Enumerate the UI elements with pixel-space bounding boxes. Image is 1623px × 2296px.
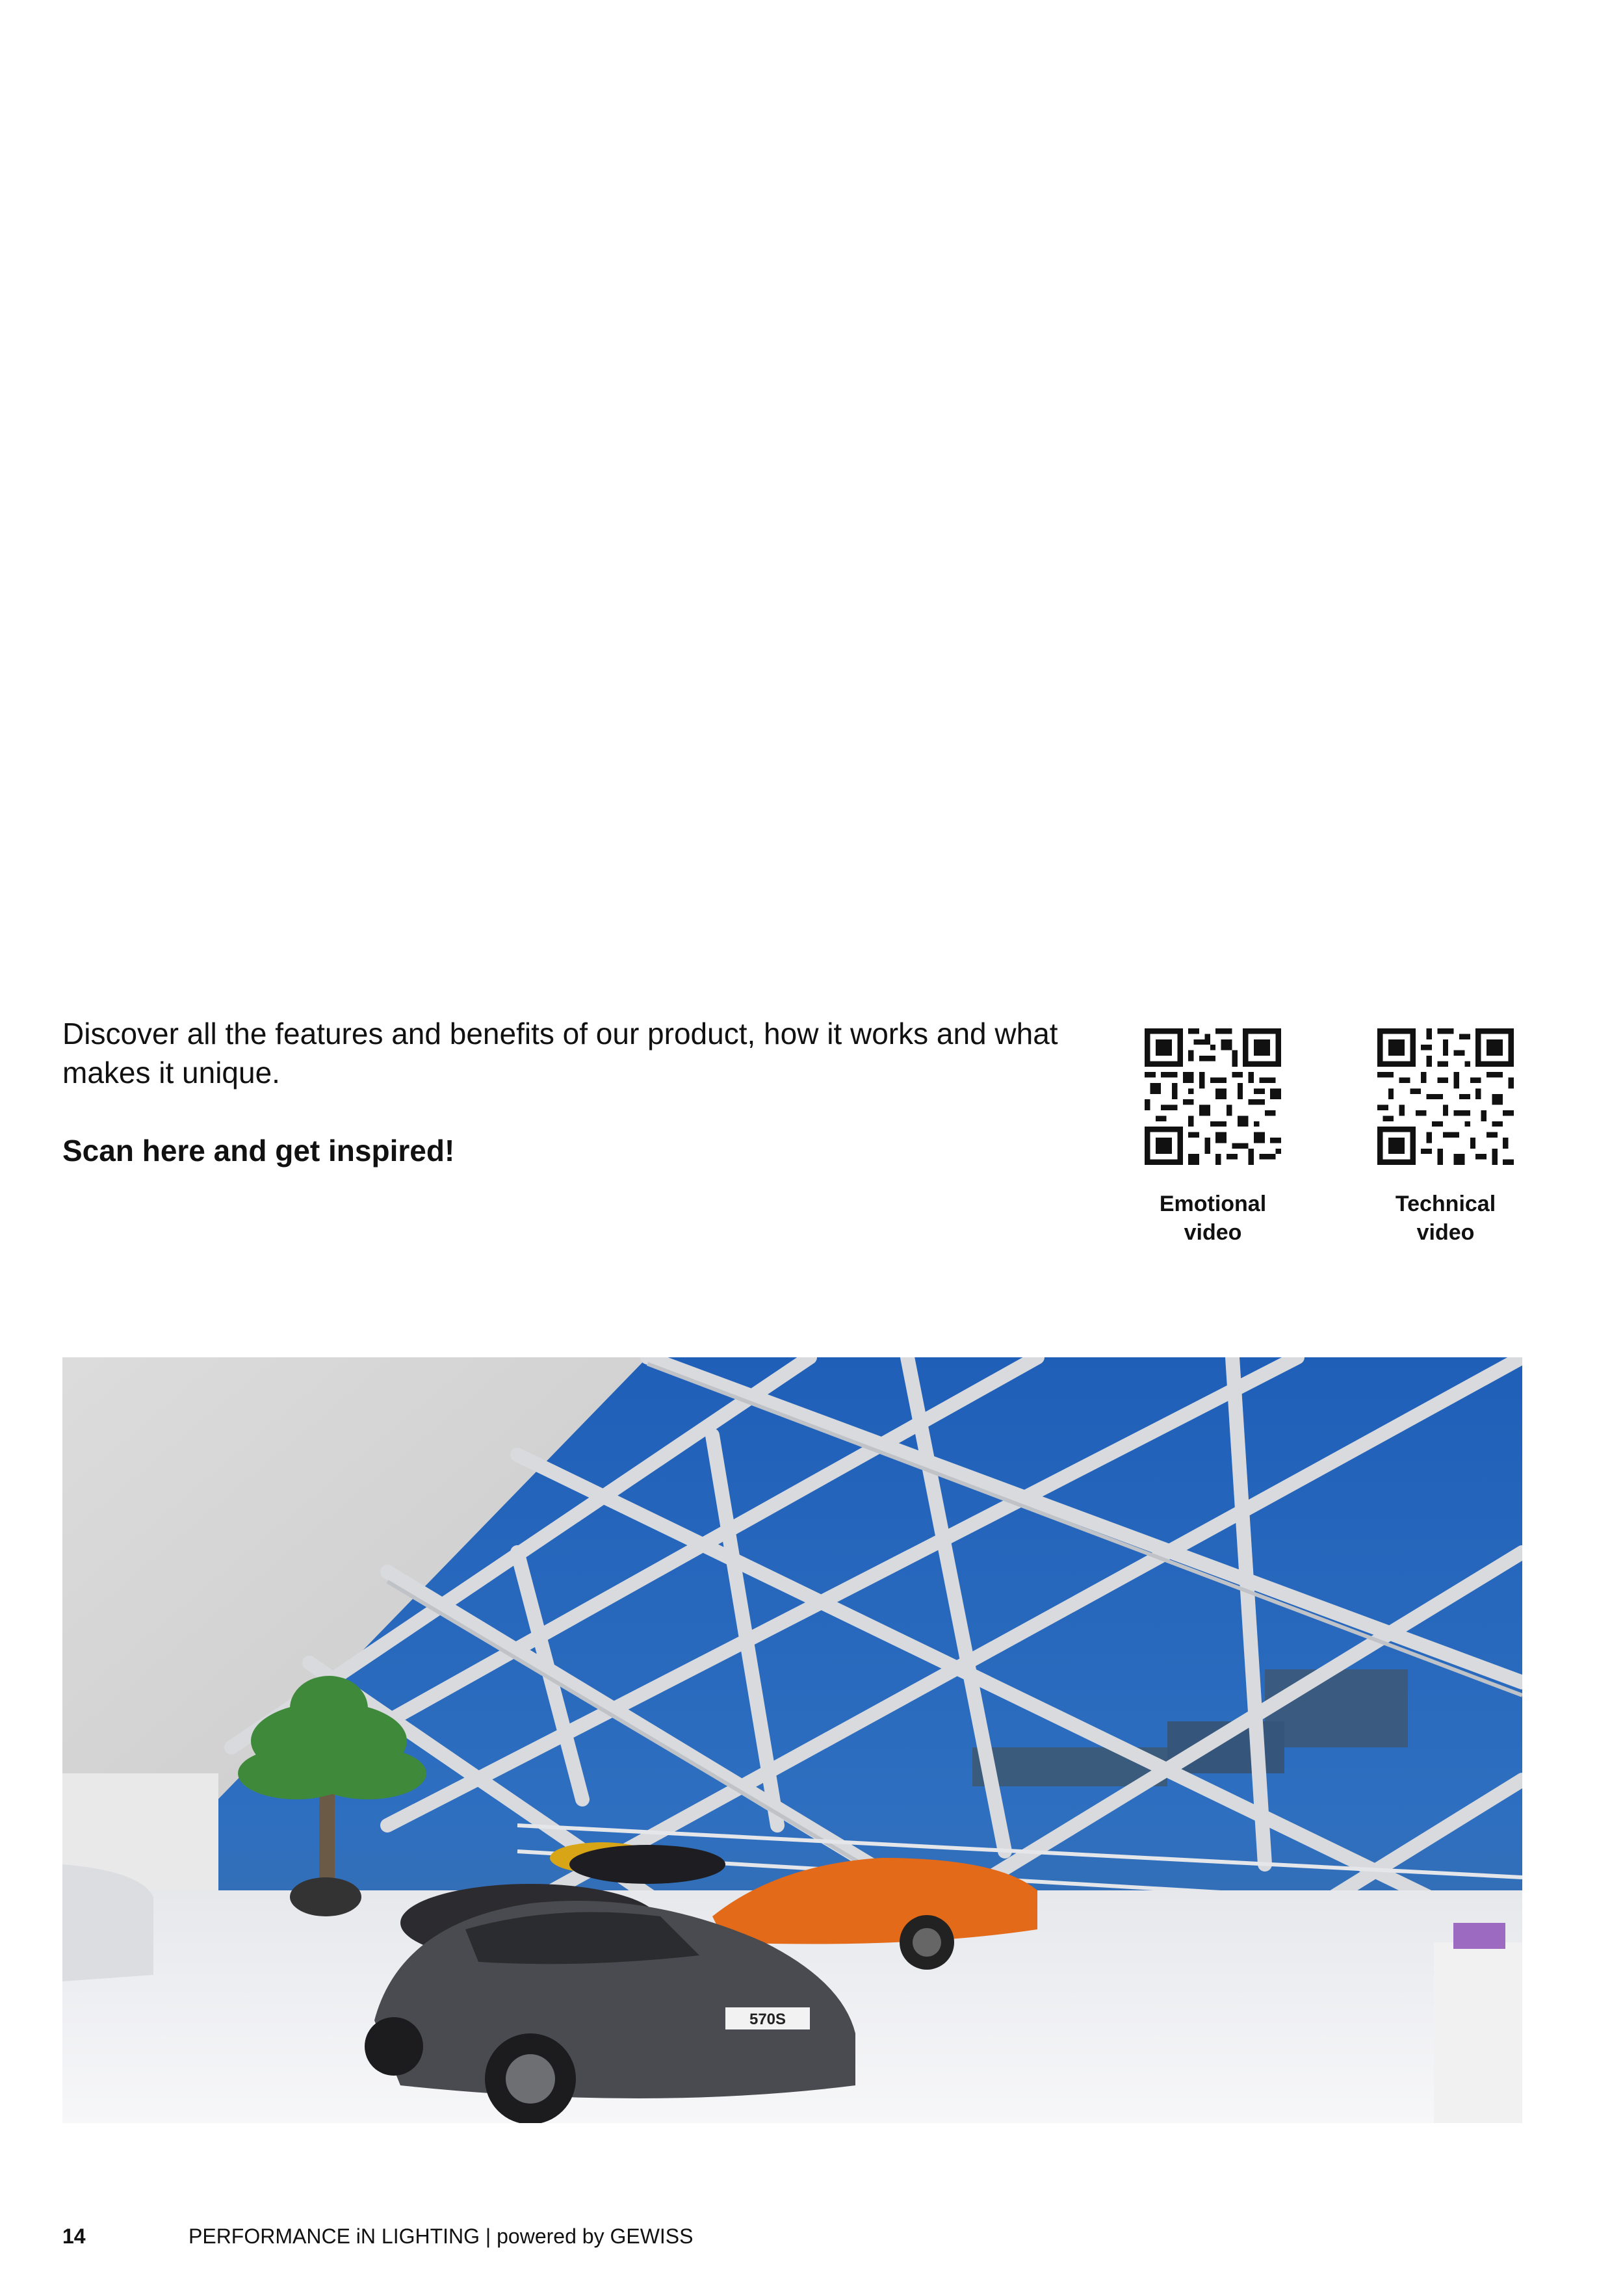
cta-text: Scan here and get inspired! <box>62 1134 455 1168</box>
qr-code-icon[interactable] <box>1145 1028 1281 1165</box>
qr-caption-technical: Technical video <box>1395 1192 1496 1245</box>
qr-code-icon[interactable] <box>1377 1028 1514 1165</box>
footer-text: PERFORMANCE iN LIGHTING | powered by GEWISS <box>188 2224 694 2248</box>
license-plate-text: 570S <box>749 2011 786 2028</box>
intro-section <box>62 1014 1063 1170</box>
car-showroom-photo <box>62 1357 1522 2123</box>
qr-emotional-video[interactable] <box>1141 1028 1284 1247</box>
qr-technical-video[interactable] <box>1374 1028 1517 1247</box>
qr-caption-emotional: Emotional video <box>1159 1192 1267 1245</box>
page-number: 14 <box>62 2224 86 2248</box>
intro-text: Discover all the features and benefits of our product, how it works and what makes it unique. <box>62 1017 1058 1089</box>
